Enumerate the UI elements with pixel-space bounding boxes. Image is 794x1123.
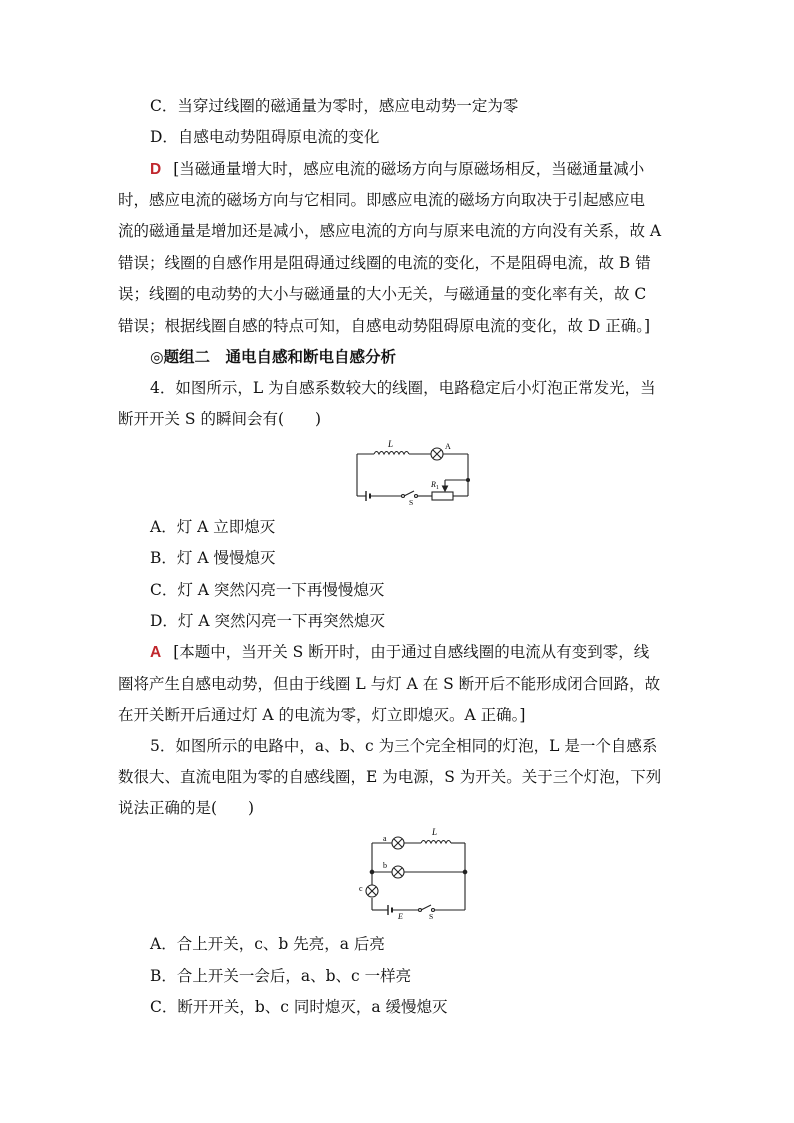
q5-option-b: B．合上开关一会后，a、b、c 一样亮 [150, 967, 412, 985]
q5-fig-label-b: b [383, 861, 387, 870]
q5-stem-line-1: 5．如图所示的电路中，a、b、c 为三个完全相同的灯泡，L 是一个自感系 [150, 737, 658, 755]
q3-explanation-line-1: D [当磁通量增大时，感应电流的磁场方向与原磁场相反，当磁通量减小 [150, 160, 645, 178]
q4-fig-label-s: S [409, 498, 414, 505]
q4-fig-label-r: $R_1$ [431, 480, 439, 491]
q5-fig-label-c: c [359, 884, 363, 893]
q5-fig-label-s: S [429, 912, 434, 920]
q4-fig-label-l: L [388, 439, 394, 449]
q3-explanation-line-4: 错误；线圈的自感作用是阻碍通过线圈的电流的变化，不是阻碍电流，故 B 错 [118, 254, 651, 272]
q5-inductor-coil [421, 841, 451, 844]
q5-stem-line-2: 数很大、直流电阻为零的自感线圈，E 为电源，S 为开关。关于三个灯泡，下列 [118, 768, 662, 786]
group-heading: ◎题组二 通电自感和断电自感分析 [150, 347, 397, 366]
q4-option-a: A．灯 A 立即熄灭 [150, 518, 276, 536]
q4-option-b: B．灯 A 慢慢熄灭 [150, 549, 276, 567]
q4-stem-line-1: 4．如图所示，L 为自感系数较大的线圈，电路稳定后小灯泡正常发光，当 [150, 379, 656, 397]
q4-option-d: D．灯 A 突然闪亮一下再突然熄灭 [150, 612, 385, 630]
q5-option-c: C．断开开关，b、c 同时熄灭，a 缓慢熄灭 [150, 998, 448, 1016]
q5-fig-label-l: L [432, 827, 438, 837]
q3-explanation-line-2: 时，感应电流的磁场方向与它相同。即感应电流的磁场方向取决于引起感应电 [118, 191, 646, 209]
q4-inductor-coil [374, 452, 409, 455]
q4-explanation-line-1: A [本题中，当开关 S 断开时，由于通过自感线圈的电流从有变到零，线 [150, 643, 650, 661]
q3-explanation-line-3: 流的磁通量是增加还是减小，感应电流的方向与原来电流的方向没有关系，故 A [118, 222, 662, 240]
q4-fig-label-a: A [445, 442, 451, 451]
q3-answer: D [150, 161, 162, 178]
q5-fig-label-a: a [383, 834, 387, 843]
q4-answer: A [150, 644, 162, 661]
q3-explanation-line-5: 误；线圈的电动势的大小与磁通量的大小无关，与磁通量的变化率有关，故 C [118, 285, 647, 303]
q4-rheostat [432, 492, 453, 500]
q4-circuit-diagram [350, 435, 480, 505]
q3-explanation-line-6: 错误；根据线圈自感的特点可知，自感电动势阻碍原电流的变化，故 D 正确。] [118, 317, 651, 335]
q5-fig-label-e: E [398, 912, 403, 920]
q4-option-c: C．灯 A 突然闪亮一下再慢慢熄灭 [150, 581, 385, 599]
q4-stem-line-2: 断开开关 S 的瞬间会有( ) [118, 410, 322, 428]
q5-stem-line-3: 说法正确的是( ) [118, 799, 255, 817]
q4-explanation-line-2: 圈将产生自感电动势，但由于线圈 L 与灯 A 在 S 断开后不能形成闭合回路，故 [118, 675, 661, 693]
q5-option-a: A．合上开关，c、b 先亮，a 后亮 [150, 935, 385, 953]
q3-option-d: D．自感电动势阻碍原电流的变化 [150, 128, 380, 146]
q5-circuit-diagram [355, 825, 475, 920]
q3-option-c: C．当穿过线圈的磁通量为零时，感应电动势一定为零 [150, 97, 519, 115]
q4-explanation-line-3: 在开关断开后通过灯 A 的电流为零，灯立即熄灭。A 正确。] [118, 706, 526, 724]
